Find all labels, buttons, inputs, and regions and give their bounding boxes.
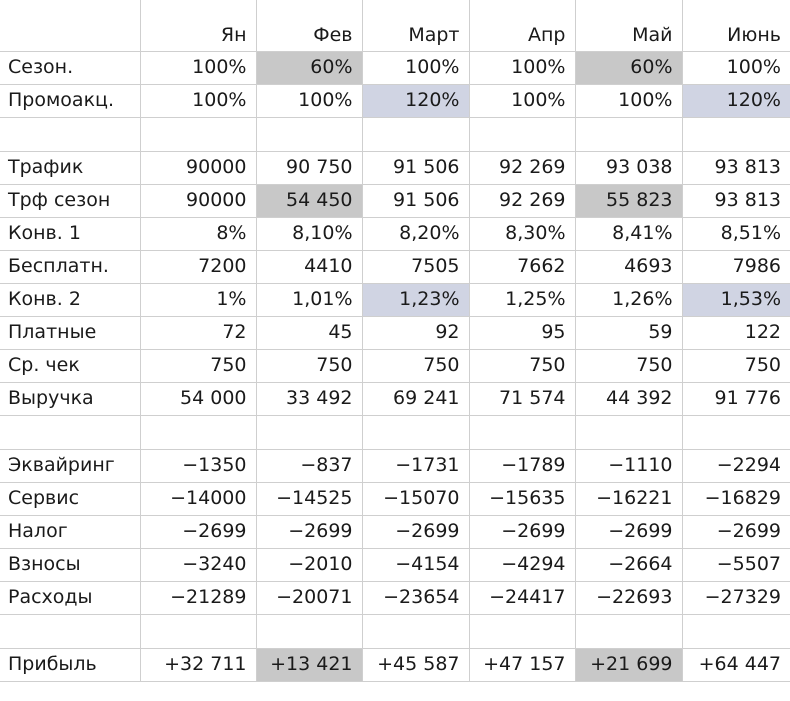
value-cell-feb[interactable]: 8,10% [256, 217, 362, 250]
value-cell-jan[interactable]: 72 [140, 316, 256, 349]
row-label-cell[interactable]: Платные [0, 316, 140, 349]
value-cell-may[interactable]: 44 392 [575, 382, 682, 415]
value-cell-apr[interactable]: 1,25% [469, 283, 575, 316]
row-label-cell[interactable]: Прибыль [0, 648, 140, 681]
value-cell-mar[interactable]: 750 [362, 349, 469, 382]
table-row [0, 250, 790, 283]
value-cell-feb[interactable]: 4410 [256, 250, 362, 283]
value-cell-jun[interactable]: 91 776 [682, 382, 790, 415]
value-cell-apr[interactable]: −15635 [469, 482, 575, 515]
value-cell-jan[interactable]: −2699 [140, 515, 256, 548]
value-cell-may[interactable]: −22693 [575, 581, 682, 614]
value-cell-jan[interactable]: 100% [140, 84, 256, 117]
value-cell-jun[interactable] [682, 614, 790, 648]
value-cell-jun[interactable]: 1,53% [682, 283, 790, 316]
table-row [0, 151, 790, 184]
value-cell-may[interactable]: 1,26% [575, 283, 682, 316]
value-cell-feb[interactable] [256, 117, 362, 151]
spacer-row [0, 614, 790, 648]
value-cell-feb[interactable]: 100% [256, 84, 362, 117]
value-cell-may[interactable] [575, 117, 682, 151]
value-cell-apr[interactable]: +47 157 [469, 648, 575, 681]
value-cell-jun[interactable]: 122 [682, 316, 790, 349]
value-cell-apr[interactable]: 100% [469, 84, 575, 117]
value-cell-may[interactable] [575, 415, 682, 449]
row-label-cell[interactable]: Взносы [0, 548, 140, 581]
value-cell-jan[interactable]: 90000 [140, 184, 256, 217]
value-cell-may[interactable]: 60% [575, 51, 682, 84]
value-cell-may[interactable]: 100% [575, 84, 682, 117]
row-label-cell[interactable]: Трафик [0, 151, 140, 184]
header-cell-apr[interactable]: Апр [469, 0, 575, 51]
row-label-cell[interactable] [0, 415, 140, 449]
value-cell-jun[interactable]: 8,51% [682, 217, 790, 250]
value-cell-may[interactable]: 8,41% [575, 217, 682, 250]
value-cell-may[interactable]: 750 [575, 349, 682, 382]
header-cell-mar[interactable]: Март [362, 0, 469, 51]
value-cell-mar[interactable]: 91 506 [362, 151, 469, 184]
value-cell-jan[interactable]: −21289 [140, 581, 256, 614]
row-label-cell[interactable]: Расходы [0, 581, 140, 614]
value-cell-may[interactable]: 55 823 [575, 184, 682, 217]
row-label-cell[interactable]: Сезон. [0, 51, 140, 84]
value-cell-mar[interactable]: 69 241 [362, 382, 469, 415]
value-cell-may[interactable]: 4693 [575, 250, 682, 283]
value-cell-jan[interactable] [140, 117, 256, 151]
row-label-cell[interactable]: Конв. 1 [0, 217, 140, 250]
table-row [0, 581, 790, 614]
row-label-cell[interactable]: Промоакц. [0, 84, 140, 117]
value-cell-may[interactable]: −1110 [575, 449, 682, 482]
row-label-cell[interactable]: Ср. чек [0, 349, 140, 382]
value-cell-jan[interactable]: 90000 [140, 151, 256, 184]
row-label-cell[interactable]: Бесплатн. [0, 250, 140, 283]
value-cell-mar[interactable]: −15070 [362, 482, 469, 515]
value-cell-jan[interactable]: −1350 [140, 449, 256, 482]
value-cell-mar[interactable]: 8,20% [362, 217, 469, 250]
value-cell-jun[interactable]: 750 [682, 349, 790, 382]
value-cell-jun[interactable]: −2699 [682, 515, 790, 548]
value-cell-feb[interactable]: −2010 [256, 548, 362, 581]
value-cell-may[interactable]: −16221 [575, 482, 682, 515]
value-cell-jan[interactable] [140, 614, 256, 648]
value-cell-apr[interactable] [469, 614, 575, 648]
table-row [0, 349, 790, 382]
value-cell-apr[interactable]: −1789 [469, 449, 575, 482]
value-cell-jan[interactable]: 8% [140, 217, 256, 250]
value-cell-jun[interactable]: −16829 [682, 482, 790, 515]
header-cell-jan[interactable]: Ян [140, 0, 256, 51]
table-row [0, 548, 790, 581]
value-cell-jan[interactable]: 7200 [140, 250, 256, 283]
table-row [0, 184, 790, 217]
value-cell-jun[interactable] [682, 117, 790, 151]
value-cell-apr[interactable] [469, 117, 575, 151]
value-cell-feb[interactable]: −2699 [256, 515, 362, 548]
row-label-cell[interactable] [0, 614, 140, 648]
value-cell-jun[interactable]: −27329 [682, 581, 790, 614]
value-cell-feb[interactable]: 54 450 [256, 184, 362, 217]
value-cell-mar[interactable]: −1731 [362, 449, 469, 482]
value-cell-apr[interactable]: −4294 [469, 548, 575, 581]
value-cell-jan[interactable]: 100% [140, 51, 256, 84]
row-label-cell[interactable]: Налог [0, 515, 140, 548]
value-cell-feb[interactable]: +13 421 [256, 648, 362, 681]
value-cell-may[interactable]: +21 699 [575, 648, 682, 681]
value-cell-feb[interactable]: 1,01% [256, 283, 362, 316]
row-label-cell[interactable]: Конв. 2 [0, 283, 140, 316]
value-cell-jun[interactable]: 93 813 [682, 151, 790, 184]
value-cell-mar[interactable]: 92 [362, 316, 469, 349]
value-cell-apr[interactable]: 92 269 [469, 184, 575, 217]
value-cell-jan[interactable] [140, 415, 256, 449]
value-cell-jan[interactable]: −3240 [140, 548, 256, 581]
value-cell-mar[interactable]: +45 587 [362, 648, 469, 681]
value-cell-feb[interactable]: −14525 [256, 482, 362, 515]
value-cell-jun[interactable]: 93 813 [682, 184, 790, 217]
value-cell-jan[interactable]: −14000 [140, 482, 256, 515]
value-cell-jun[interactable]: +64 447 [682, 648, 790, 681]
value-cell-feb[interactable]: −837 [256, 449, 362, 482]
value-cell-mar[interactable]: 120% [362, 84, 469, 117]
header-cell-feb[interactable]: Фев [256, 0, 362, 51]
value-cell-mar[interactable]: −2699 [362, 515, 469, 548]
value-cell-feb[interactable]: 33 492 [256, 382, 362, 415]
row-label-cell[interactable]: Эквайринг [0, 449, 140, 482]
value-cell-apr[interactable]: 95 [469, 316, 575, 349]
table-row [0, 217, 790, 250]
value-cell-feb[interactable]: 750 [256, 349, 362, 382]
row-label-cell[interactable]: Трф сезон [0, 184, 140, 217]
value-cell-may[interactable]: −2699 [575, 515, 682, 548]
value-cell-may[interactable] [575, 614, 682, 648]
table-row [0, 515, 790, 548]
value-cell-jan[interactable]: 1% [140, 283, 256, 316]
value-cell-apr[interactable]: 8,30% [469, 217, 575, 250]
value-cell-mar[interactable]: −4154 [362, 548, 469, 581]
table-row [0, 449, 790, 482]
value-cell-jun[interactable] [682, 415, 790, 449]
table-row [0, 283, 790, 316]
spacer-row [0, 415, 790, 449]
value-cell-mar[interactable]: 7505 [362, 250, 469, 283]
value-cell-feb[interactable]: 90 750 [256, 151, 362, 184]
value-cell-mar[interactable] [362, 614, 469, 648]
value-cell-mar[interactable]: 100% [362, 51, 469, 84]
header-row [0, 0, 790, 51]
value-cell-jun[interactable]: 7986 [682, 250, 790, 283]
value-cell-apr[interactable]: 750 [469, 349, 575, 382]
table-row [0, 482, 790, 515]
row-label-cell[interactable]: Сервис [0, 482, 140, 515]
value-cell-feb[interactable] [256, 415, 362, 449]
value-cell-mar[interactable]: 91 506 [362, 184, 469, 217]
value-cell-may[interactable]: 93 038 [575, 151, 682, 184]
value-cell-mar[interactable] [362, 415, 469, 449]
row-label-cell[interactable]: Выручка [0, 382, 140, 415]
value-cell-apr[interactable]: 92 269 [469, 151, 575, 184]
value-cell-jun[interactable]: −5507 [682, 548, 790, 581]
value-cell-feb[interactable]: 45 [256, 316, 362, 349]
value-cell-may[interactable]: 59 [575, 316, 682, 349]
value-cell-jan[interactable]: 750 [140, 349, 256, 382]
value-cell-apr[interactable]: 7662 [469, 250, 575, 283]
value-cell-mar[interactable] [362, 117, 469, 151]
value-cell-jun[interactable]: 120% [682, 84, 790, 117]
value-cell-feb[interactable]: −20071 [256, 581, 362, 614]
header-cell-corner[interactable] [0, 0, 140, 51]
header-cell-may[interactable]: Май [575, 0, 682, 51]
header-cell-jun[interactable]: Июнь [682, 0, 790, 51]
value-cell-mar[interactable]: 1,23% [362, 283, 469, 316]
value-cell-apr[interactable]: −24417 [469, 581, 575, 614]
value-cell-jun[interactable]: −2294 [682, 449, 790, 482]
table-row [0, 648, 790, 681]
value-cell-apr[interactable]: 100% [469, 51, 575, 84]
spacer-row [0, 117, 790, 151]
value-cell-feb[interactable] [256, 614, 362, 648]
value-cell-apr[interactable]: 71 574 [469, 382, 575, 415]
table-row [0, 316, 790, 349]
table-row [0, 84, 790, 117]
table-row [0, 51, 790, 84]
row-label-cell[interactable] [0, 117, 140, 151]
value-cell-may[interactable]: −2664 [575, 548, 682, 581]
value-cell-apr[interactable]: −2699 [469, 515, 575, 548]
value-cell-jan[interactable]: 54 000 [140, 382, 256, 415]
value-cell-mar[interactable]: −23654 [362, 581, 469, 614]
table-row [0, 382, 790, 415]
value-cell-jan[interactable]: +32 711 [140, 648, 256, 681]
value-cell-feb[interactable]: 60% [256, 51, 362, 84]
value-cell-jun[interactable]: 100% [682, 51, 790, 84]
value-cell-apr[interactable] [469, 415, 575, 449]
